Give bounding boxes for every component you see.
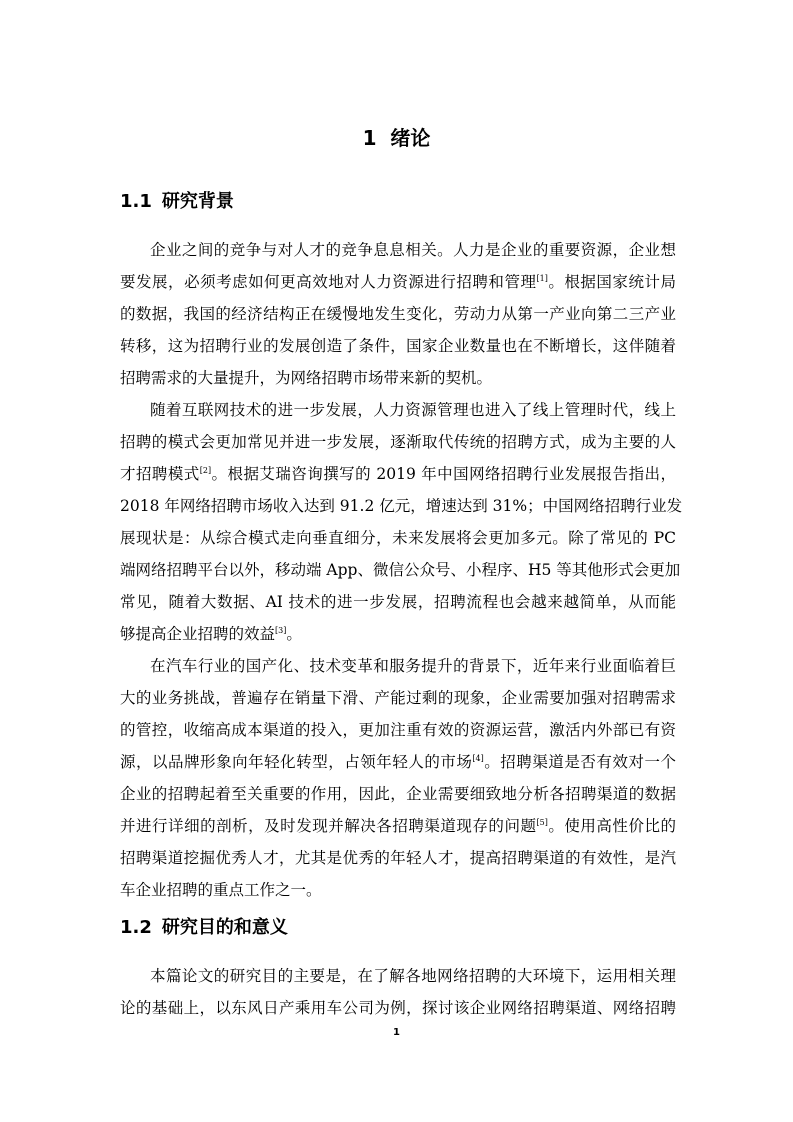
line-text: 端网络招聘平台以外，移动端 App、微信公众号、小程序、H5 等其他形式会更加	[120, 561, 681, 579]
line-text: 常见，随着大数据、AI 技术的进一步发展，招聘流程也会越来越简单，从而能	[120, 593, 676, 611]
paragraph-1-line-2	[120, 272, 676, 292]
paragraph-2-line-5	[120, 528, 676, 548]
line-text: 2018 年网络招聘市场收入达到 91.2 亿元，增速达到 31%；中国网络招聘行业发	[120, 497, 683, 515]
chapter-title	[0, 124, 793, 152]
paragraph-3-line-3	[120, 720, 676, 740]
line-text: 在汽车行业的国产化、技术变革和服务提升的背景下，近年来行业面临着巨	[150, 657, 676, 675]
citation-3: [3]	[275, 626, 287, 635]
section-title: 研究目的和意义	[161, 917, 288, 938]
line-text: 。根据艾瑞咨询撰写的 2019 年中国网络招聘行业发展报告指出，	[211, 465, 676, 483]
paragraph-1-line-1	[150, 240, 676, 260]
line-text: 。使用高性价比的	[547, 817, 676, 835]
paragraph-1-line-3	[120, 304, 676, 324]
line-text: 展现状是：从综合模式走向垂直细分，未来发展将会更加多元。除了常见的 PC	[120, 529, 676, 547]
paragraph-2-line-4	[120, 496, 683, 516]
line-text: 才招聘模式	[120, 465, 200, 483]
paragraph-3-line-7	[120, 848, 676, 868]
paragraph-3-line-6	[120, 816, 676, 836]
section-number: 1.2	[120, 917, 152, 938]
line-text: 招聘渠道挖掘优秀人才，尤其是优秀的年轻人才，提高招聘渠道的有效性，是汽	[120, 849, 676, 867]
citation-4: [4]	[472, 754, 484, 763]
page-number: 1	[393, 1027, 400, 1038]
line-text: 的数据，我国的经济结构正在缓慢地发生变化，劳动力从第一产业向第二三产业	[120, 305, 676, 323]
chapter-number: 1	[362, 126, 377, 150]
line-text: 招聘的模式会更加常见并进一步发展，逐渐取代传统的招聘方式，成为主要的人	[120, 433, 676, 451]
line-text: 的管控，收缩高成本渠道的投入，更加注重有效的资源运营，激活内外部已有资	[120, 721, 676, 739]
line-text: 。	[286, 625, 302, 643]
paragraph-3-line-2	[120, 688, 676, 708]
line-text: 论的基础上，以东风日产乘用车公司为例，探讨该企业网络招聘渠道、网络招聘	[120, 999, 676, 1017]
paragraph-1-line-4	[120, 336, 676, 356]
citation-5: [5]	[536, 818, 548, 827]
line-text: 大的业务挑战，普遍存在销量下滑、产能过剩的现象，企业需要加强对招聘需求	[120, 689, 676, 707]
chapter-title-text: 绪论	[390, 126, 431, 150]
line-text: 车企业招聘的重点工作之一。	[120, 881, 322, 899]
section-title: 研究背景	[161, 191, 234, 212]
line-text: 够提高企业招聘的效益	[120, 625, 276, 643]
paragraph-2-line-7	[120, 592, 676, 612]
line-text: 企业的招聘起着至关重要的作用，因此，企业需要细致地分析各招聘渠道的数据	[120, 785, 676, 803]
section-heading-1-2	[120, 914, 288, 942]
paragraph-2-line-2	[120, 432, 676, 452]
line-text: 本篇论文的研究目的主要是，在了解各地网络招聘的大环境下，运用相关理	[150, 967, 676, 985]
line-text: 。招聘渠道是否有效对一个	[483, 753, 676, 771]
paragraph-4-line-2	[120, 998, 676, 1018]
line-text: 要发展，必须考虑如何更高效地对人力资源进行招聘和管理	[120, 273, 537, 291]
line-text: 并进行详细的剖析，及时发现并解决各招聘渠道现存的问题	[120, 817, 537, 835]
citation-2: [2]	[199, 466, 212, 475]
paragraph-2-line-3	[120, 464, 676, 484]
citation-1: [1]	[536, 274, 548, 283]
paragraph-3-line-5	[120, 784, 676, 804]
paragraph-2-line-8	[120, 624, 676, 644]
section-heading-1-1	[120, 188, 234, 216]
line-text: 招聘需求的大量提升，为网络招聘市场带来新的契机。	[120, 369, 493, 387]
paragraph-2-line-6	[120, 560, 681, 580]
line-text: 随着互联网技术的进一步发展，人力资源管理也进入了线上管理时代，线上	[150, 401, 676, 419]
line-text: 企业之间的竞争与对人才的竞争息息相关。人力是企业的重要资源，企业想	[150, 241, 676, 259]
section-number: 1.1	[120, 191, 152, 212]
line-text: 转移，这为招聘行业的发展创造了条件，国家企业数量也在不断增长，这伴随着	[120, 337, 676, 355]
paragraph-4-line-1	[150, 966, 676, 986]
line-text: 源，以品牌形象向年轻化转型，占领年轻人的市场	[120, 753, 473, 771]
paragraph-3-line-4	[120, 752, 676, 772]
paragraph-3-line-8	[120, 880, 676, 900]
line-text: 。根据国家统计局	[547, 273, 676, 291]
paragraph-1-line-5	[120, 368, 676, 388]
paragraph-3-line-1	[150, 656, 676, 676]
paragraph-2-line-1	[150, 400, 676, 420]
